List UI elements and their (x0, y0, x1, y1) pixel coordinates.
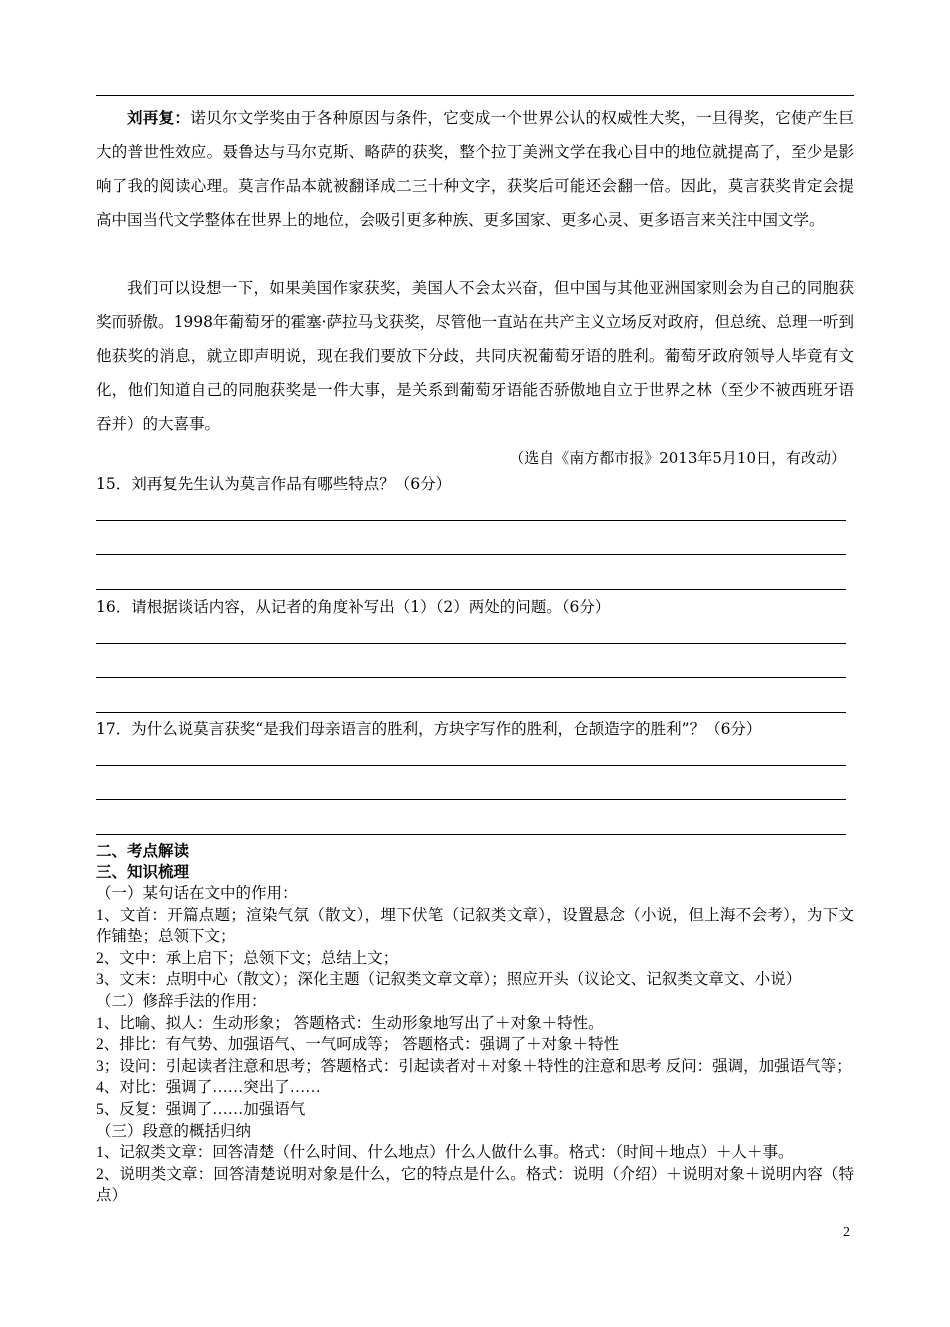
answer-line[interactable] (96, 712, 846, 713)
speaker-name: 刘再复： (127, 108, 191, 127)
source-citation: （选自《南方都市报》2013年5月10日，有改动） (509, 449, 846, 467)
paragraph-1-text: 诺贝尔文学奖由于各种原因与条件，它变成一个世界公认的权威性大奖，一旦得奖，它使产生巨大的普世性效应。聂鲁达与马尔克斯、略萨的获奖，整个拉丁美洲文学在我心目中的地位就提高了，至少是影响了我的阅读心理。莫言作品本就被翻译成二三十种文字，获奖后可能还会翻一倍。因此，莫言获奖肯定会提高中国当代文学整体在世界上的地位，会吸引更多种族、更多国家、更多心灵、更多语言来关注中国文学。 (96, 109, 854, 229)
guide-line: 1、比喻、拟人：生动形象； 答题格式：生动形象地写出了＋对象＋特性。 (96, 1014, 604, 1032)
guide-line: （二）修辞手法的作用： (96, 992, 267, 1010)
answer-line[interactable] (96, 765, 846, 766)
answer-line[interactable] (96, 643, 846, 644)
page-number: 2 (843, 1225, 850, 1240)
guide-line: （一）某句话在文中的作用： (96, 885, 298, 902)
guide-line: （三）段意的概括归纳 (96, 1122, 252, 1140)
paragraph-2: 我们可以设想一下，如果美国作家获奖，美国人不会太兴奋，但中国与其他亚洲国家则会为自己的同胞获奖而骄傲。1998年葡萄牙的霍塞·萨拉马戈获奖，尽管他一直站在共产主义立场反对政府，但总统、总理一听到他获奖的消息，就立即声明说，现在我们要放下分歧，共同庆祝葡萄牙语的胜利。葡萄牙政府领导人毕竟有文化，他们知道自己的同胞获奖是一件大事，是关系到葡萄牙语能否骄傲地自立于世界之林（至少不被西班牙语吞并）的大喜事。 (96, 279, 854, 433)
guide-line: 5、反复：强调了……加强语气 (96, 1100, 306, 1118)
answer-line[interactable] (96, 799, 846, 800)
question-17: 17．为什么说莫言获奖“是我们母亲语言的胜利，方块字写作的胜利，仓颉造字的胜利”？（6分） (96, 720, 762, 738)
answer-line[interactable] (96, 677, 846, 678)
answer-line[interactable] (96, 589, 846, 590)
answer-line[interactable] (96, 834, 846, 835)
heading-zhishi: 三、知识梳理 (96, 864, 190, 881)
question-16: 16．请根据谈话内容，从记者的角度补写出（1）（2）两处的问题。（6分） (96, 598, 611, 616)
answer-line[interactable] (96, 554, 846, 555)
heading-kaodian: 二、考点解读 (96, 843, 190, 860)
top-rule (96, 95, 854, 96)
study-guide-section (96, 841, 854, 1207)
guide-line: 1、文首：开篇点题；渲染气氛（散文），埋下伏笔（记叙类文章），设置悬念（小说，但上海不会考），为下文作铺垫；总领下文； (96, 906, 854, 946)
question-15: 15．刘再复先生认为莫言作品有哪些特点？（6分） (96, 475, 452, 493)
guide-line: 2、说明类文章：回答清楚说明对象是什么，它的特点是什么。格式：说明（介绍）＋说明对象＋说明内容（特点） (96, 1165, 854, 1205)
guide-line: 2、文中：承上启下；总领下文；总结上文； (96, 949, 399, 967)
guide-line: 3；设问：引起读者注意和思考；答题格式：引起读者对＋对象＋特性的注意和思考 反问：强调，加强语气等； (96, 1057, 852, 1075)
guide-line: 1、记叙类文章：回答清楚（什么时间、什么地点）什么人做什么事。格式：（时间＋地点）＋人＋事。 (96, 1144, 794, 1162)
guide-line: 2、排比：有气势、加强语气、一气呵成等； 答题格式：强调了＋对象＋特性 (96, 1036, 620, 1054)
guide-line: 3、文末：点明中心（散文）；深化主题（记叙类文章文章）；照应开头（议论文、记叙类文章文、小说） (96, 971, 802, 989)
guide-line: 4、对比：强调了……突出了…… (96, 1079, 321, 1097)
paragraph-1 (96, 101, 854, 237)
answer-line[interactable] (96, 520, 846, 521)
